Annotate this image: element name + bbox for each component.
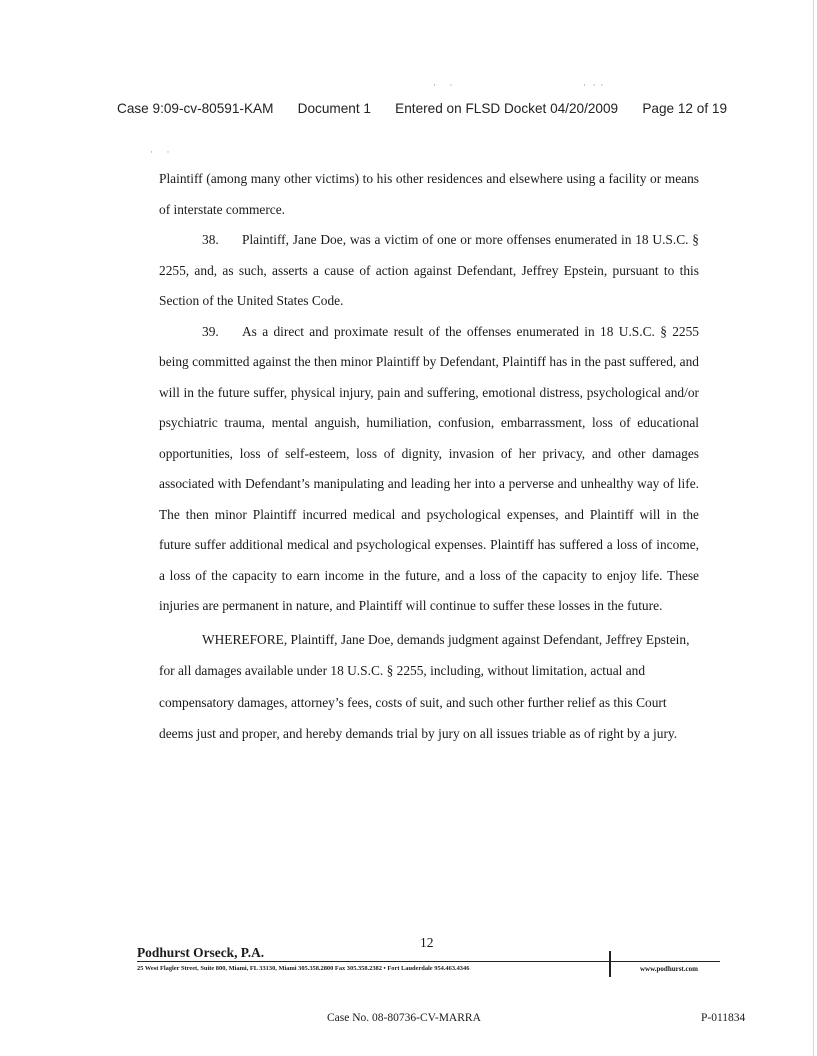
page-number: 12	[420, 935, 434, 950]
paragraph-number: 38.	[202, 232, 219, 247]
paragraph-38	[159, 225, 699, 317]
footer-rule	[137, 961, 720, 962]
paragraph-39	[159, 317, 699, 622]
firm-name: Podhurst Orseck, P.A.	[137, 945, 265, 960]
footer-case-number: Case No. 08-80736-CV-MARRA	[327, 1012, 481, 1024]
firm-address: 25 West Flagler Street, Suite 800, Miami, FL 33130, Miami 305.358.2800 Fax 305.358.2382 • Fort Lauderdale 954.463.4346	[137, 965, 470, 972]
continued-paragraph: Plaintiff (among many other victims) to his other residences and elsewhere using a facility or means of interstate commerce.	[159, 171, 699, 217]
header-case-number: Case 9:09-cv-80591-KAM	[117, 101, 274, 116]
paragraph-number: 39.	[202, 323, 219, 339]
paragraph-text: Plaintiff, Jane Doe, was a victim of one or more offenses enumerated in 18 U.S.C. § 2255, and, as such, asserts a cause of action against Defendant, Jeffrey Epstein, pursuant to this Section of the United States Code.	[159, 232, 699, 308]
scan-speck: · ·	[433, 80, 453, 90]
header-entered: Entered on FLSD Docket 04/20/2009	[395, 101, 619, 116]
wherefore-clause: WHEREFORE, Plaintiff, Jane Doe, demands judgment against Defendant, Jeffrey Epstein, for all damages available under 18 U.S.C. § 2255, including, without limitation, actual and compensatory damages, attorney’s fees, costs of suit, and such other further relief as this Court deems just and proper, and hereby demands trial by jury on all issues triable as of right by a jury.	[159, 631, 690, 741]
scan-speck: · ·	[150, 147, 170, 157]
firm-website: www.podhurst.com	[640, 965, 698, 973]
header-page: Page 12 of 19	[642, 101, 727, 116]
document-body	[159, 164, 699, 750]
footer-divider	[609, 951, 611, 977]
header-document: Document 1	[297, 101, 371, 116]
case-header	[117, 101, 727, 116]
bates-number: P-011834	[701, 1012, 746, 1024]
scan-edge-line	[813, 0, 814, 1056]
scan-speck: · · ·	[583, 80, 604, 90]
paragraph-text: As a direct and proximate result of the offenses enumerated in 18 U.S.C. § 2255 being committed against the then minor Plaintiff by Defendant, Plaintiff has in the past suffered, and will in the future suffer, physical injury, pain and suffering, emotional distress, psychological and/or psychiatric trauma, mental anguish, humiliation, confusion, embarrassment, loss of educational opportunities, loss of self-esteem, loss of dignity, invasion of her privacy, and other damages associated with Defendant’s manipulating and leading her into a perverse and unhealthy way of life. The then minor Plaintiff incurred medical and psychological expenses, and Plaintiff will in the future suffer additional medical and psychological expenses. Plaintiff has suffered a loss of income, a loss of the capacity to earn income in the future, and a loss of the capacity to enjoy life. These injuries are permanent in nature, and Plaintiff will continue to suffer these losses in the future.	[159, 323, 699, 613]
